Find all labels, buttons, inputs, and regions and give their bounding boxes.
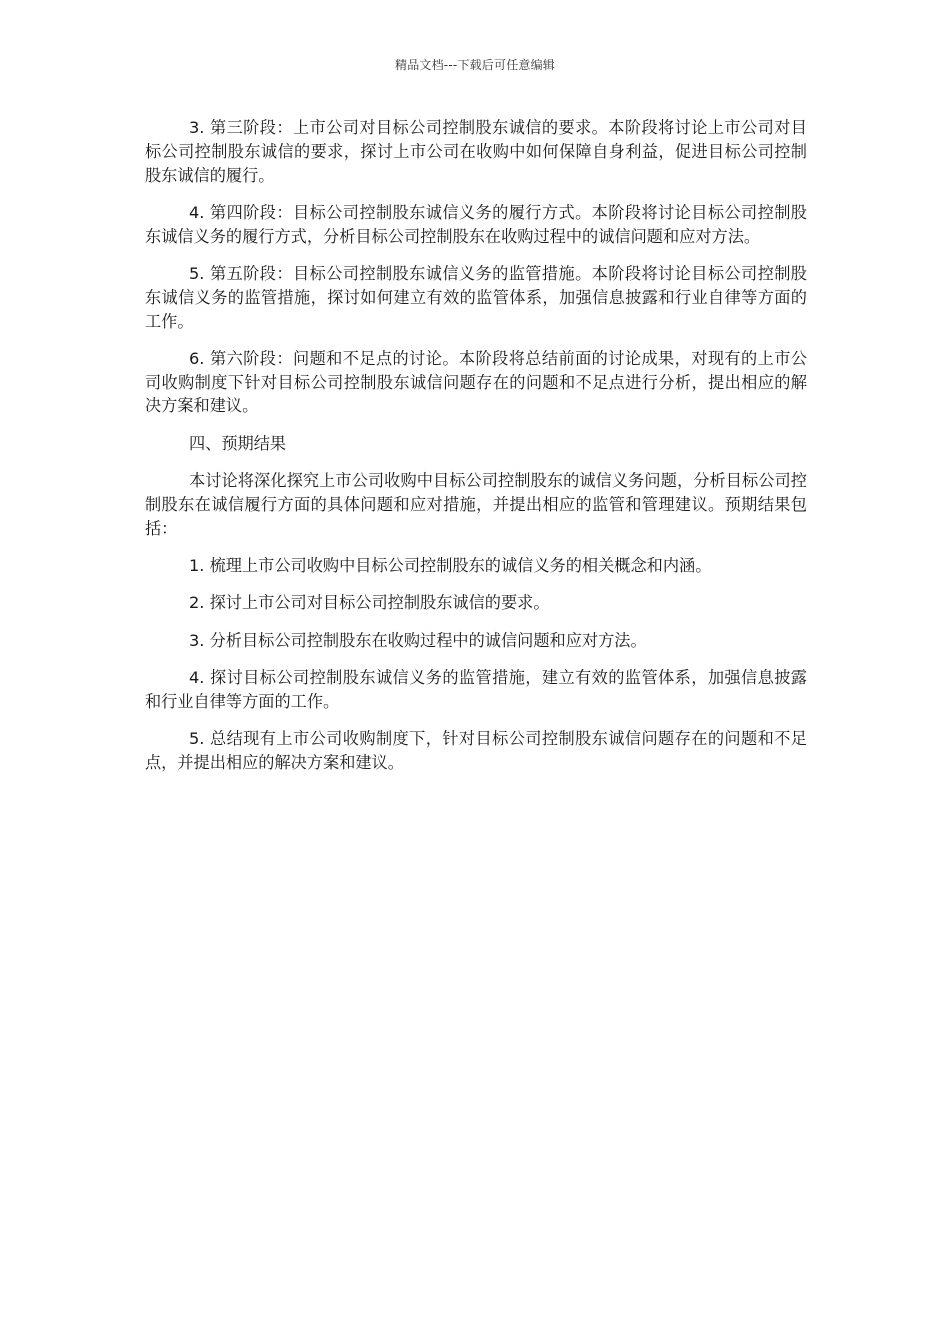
result-item-5: 5. 总结现有上市公司收购制度下，针对目标公司控制股东诚信问题存在的问题和不足点，并提出相应的解决方案和建议。	[145, 728, 807, 772]
result-item-1: 1. 梳理上市公司收购中目标公司控制股东的诚信义务的相关概念和内涵。	[189, 555, 712, 575]
result-item-3: 3. 分析目标公司控制股东在收购过程中的诚信问题和应对方法。	[189, 630, 647, 650]
paragraph-stage-4: 4. 第四阶段：目标公司控制股东诚信义务的履行方式。本阶段将讨论目标公司控制股东诚信义务的履行方式，分析目标公司控制股东在收购过程中的诚信问题和应对方法。	[145, 202, 807, 246]
page-header: 精品文档---下载后可任意编辑	[395, 58, 555, 72]
paragraph-results-intro: 本讨论将深化探究上市公司收购中目标公司控制股东的诚信义务问题，分析目标公司控制股东在诚信履行方面的具体问题和应对措施，并提出相应的监管和管理建议。预期结果包括：	[145, 471, 807, 538]
paragraph-stage-6: 6. 第六阶段：问题和不足点的讨论。本阶段将总结前面的讨论成果，对现有的上市公司收购制度下针对目标公司控制股东诚信问题存在的问题和不足点进行分析，提出相应的解决方案和建议。	[145, 348, 807, 416]
paragraph-stage-3: 3. 第三阶段：上市公司对目标公司控制股东诚信的要求。本阶段将讨论上市公司对目标公司控制股东诚信的要求，探讨上市公司在收购中如何保障自身利益，促进目标公司控制股东诚信的履行。	[145, 118, 807, 185]
paragraph-stage-5: 5. 第五阶段：目标公司控制股东诚信义务的监管措施。本阶段将讨论目标公司控制股东诚信义务的监管措施，探讨如何建立有效的监管体系，加强信息披露和行业自律等方面的工作。	[145, 263, 807, 331]
document-body	[145, 116, 807, 788]
result-item-2: 2. 探讨上市公司对目标公司控制股东诚信的要求。	[189, 593, 550, 613]
section-heading-expected-results: 四、预期结果	[189, 433, 287, 453]
result-item-4: 4. 探讨目标公司控制股东诚信义务的监管措施，建立有效的监管体系，加强信息披露和行业自律等方面的工作。	[145, 667, 807, 711]
